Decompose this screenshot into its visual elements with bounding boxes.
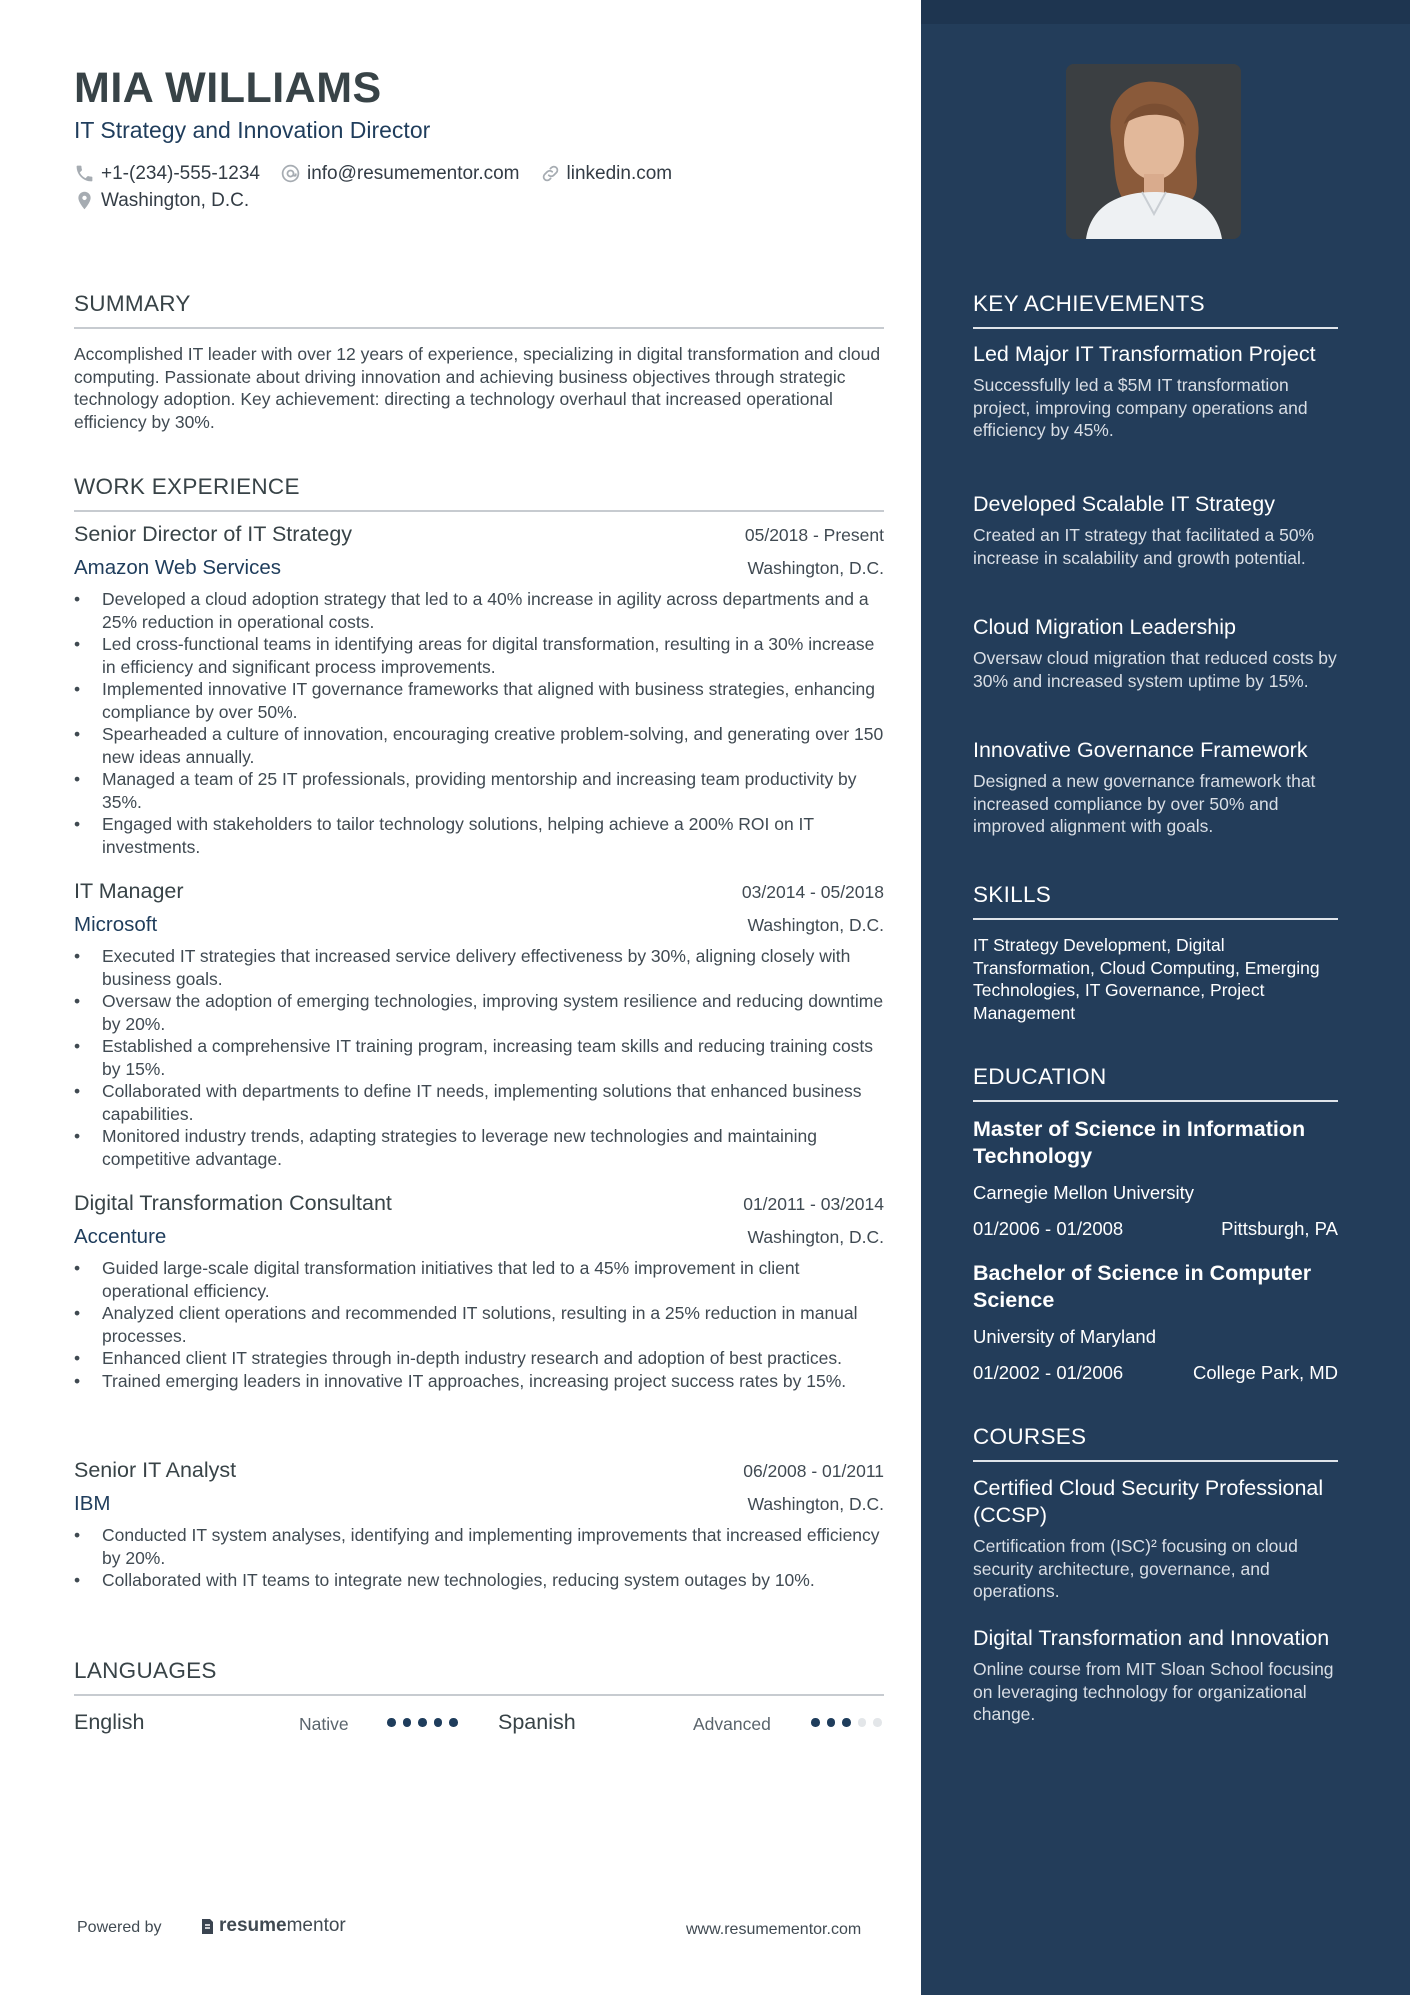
achievement-title: Cloud Migration Leadership [973, 615, 1236, 639]
link-icon [540, 163, 561, 184]
job-bullet: • Conducted IT system analyses, identifying and implementing improvements that increased efficiency by 20%. [74, 1524, 884, 1569]
achievement-desc: Created an IT strategy that facilitated a 50% increase in scalability and growth potential. [973, 525, 1315, 568]
achievement-item [973, 341, 1343, 442]
job-bullet: • Engaged with stakeholders to tailor technology solutions, helping achieve a 200% ROI on IT investments. [74, 813, 884, 858]
at-icon [280, 163, 301, 184]
job-dates: 03/2014 - 05/2018 [741, 882, 884, 902]
job-bullet: • Trained emerging leaders in innovative IT approaches, increasing project success rates by 15%. [74, 1370, 884, 1393]
powered-by-label: Powered by [77, 1919, 162, 1936]
achievement-title: Developed Scalable IT Strategy [973, 492, 1275, 516]
phone-text: +1-(234)-555-1234 [101, 162, 260, 184]
job-dates: 01/2011 - 03/2014 [743, 1194, 884, 1214]
job-entry [74, 522, 884, 858]
rating-dot-filled [387, 1718, 396, 1727]
location-pin-icon [74, 190, 95, 211]
candidate-role: IT Strategy and Innovation Director [74, 117, 431, 143]
achievement-desc: Successfully led a $5M IT transformation project, improving company operations and efficiency by 45%. [973, 375, 1308, 440]
education-degree: Master of Science in Information Technology [973, 1117, 1306, 1168]
job-bullet: • Implemented innovative IT governance frameworks that aligned with business strategies, enhancing compliance by over 50%. [74, 678, 884, 723]
job-bullets [74, 1257, 884, 1392]
experience-heading: WORK EXPERIENCE [74, 474, 884, 512]
job-bullets [74, 1524, 884, 1592]
job-entry [74, 1458, 884, 1592]
language-name: Spanish [498, 1710, 576, 1734]
job-company: Accenture [74, 1225, 167, 1248]
course-desc: Certification from (ISC)² focusing on cloud security architecture, governance, and operations. [973, 1536, 1298, 1601]
job-company: Microsoft [74, 913, 158, 936]
profile-photo-illustration [1066, 64, 1241, 239]
achievement-desc: Designed a new governance framework that increased compliance by over 50% and improved alignment with goals. [973, 771, 1316, 836]
job-dates: 06/2008 - 01/2011 [743, 1461, 884, 1481]
job-bullet: • Analyzed client operations and recommended IT solutions, resulting in a 25% reduction in manual processes. [74, 1302, 884, 1347]
footer-url[interactable]: www.resumementor.com [686, 1921, 862, 1938]
job-entry [74, 879, 884, 1170]
resumementor-logo-icon [199, 1917, 216, 1936]
job-bullet: • Monitored industry trends, adapting strategies to leverage new technologies and maintaining competitive advantage. [74, 1125, 884, 1170]
profile-photo [1066, 64, 1241, 239]
language-rating [387, 1718, 465, 1727]
candidate-name: MIA WILLIAMS [74, 64, 382, 112]
job-bullet: • Collaborated with IT teams to integrate new technologies, reducing system outages by 10%. [74, 1569, 884, 1592]
job-bullets [74, 945, 884, 1170]
phone-icon [74, 163, 95, 184]
job-location: Washington, D.C. [747, 1227, 884, 1247]
job-bullet: • Developed a cloud adoption strategy that led to a 40% increase in agility across departments and a 25% reduction in operational costs. [74, 588, 884, 633]
education-dates: 01/2002 - 01/2006 [973, 1362, 1124, 1383]
course-title: Certified Cloud Security Professional (CCSP) [973, 1476, 1324, 1527]
summary-text: Accomplished IT leader with over 12 years of experience, specializing in digital transformation and cloud computing. Passionate about driving innovation and achieving business objectives through strategic technology adoption. Key achievement: directing a technology overhaul that increased operational efficiency by 30%. [74, 344, 881, 432]
job-bullet: • Collaborated with departments to define IT needs, implementing solutions that enhanced business capabilities. [74, 1080, 884, 1125]
education-school: Carnegie Mellon University [973, 1182, 1195, 1203]
job-location: Washington, D.C. [747, 558, 884, 578]
job-title: Senior IT Analyst [74, 1458, 237, 1482]
contact-phone[interactable] [74, 163, 260, 185]
job-company: Amazon Web Services [74, 556, 281, 579]
job-company: IBM [74, 1492, 111, 1515]
achievement-title: Led Major IT Transformation Project [973, 342, 1316, 366]
job-bullets [74, 588, 884, 858]
job-title: Digital Transformation Consultant [74, 1191, 392, 1215]
education-item [973, 1260, 1338, 1384]
rating-dot-filled [827, 1718, 836, 1727]
achievement-item [973, 614, 1343, 692]
rating-dot-empty [858, 1718, 867, 1727]
education-school: University of Maryland [973, 1326, 1157, 1347]
job-bullet: • Established a comprehensive IT training program, increasing team skills and reducing training costs by 15%. [74, 1035, 884, 1080]
skills-heading: SKILLS [973, 882, 1338, 920]
email-text: info@resumementor.com [306, 162, 520, 184]
education-heading: EDUCATION [973, 1064, 1338, 1102]
location-text: Washington, D.C. [101, 189, 250, 211]
job-bullet: • Led cross-functional teams in identifying areas for digital transformation, resulting in a 30% increase in efficiency and significant process improvements. [74, 633, 884, 678]
languages-list [74, 1708, 884, 1742]
job-bullet: • Managed a team of 25 IT professionals, providing mentorship and increasing team productivity by 35%. [74, 768, 884, 813]
education-location: College Park, MD [1193, 1362, 1338, 1383]
skills-text: IT Strategy Development, Digital Transformation, Cloud Computing, Emerging Technologies, IT Governance, Project Management [973, 935, 1320, 1023]
job-bullet: • Enhanced client IT strategies through in-depth industry research and adoption of best practices. [74, 1347, 884, 1370]
resumementor-logo[interactable] [199, 1915, 346, 1937]
contact-email[interactable] [280, 163, 520, 185]
achievement-item [973, 491, 1343, 569]
achievements-heading: KEY ACHIEVEMENTS [973, 291, 1338, 329]
rating-dot-filled [418, 1718, 427, 1727]
job-location: Washington, D.C. [747, 915, 884, 935]
course-item [973, 1475, 1343, 1603]
language-rating [811, 1718, 889, 1727]
job-bullet: • Guided large-scale digital transformation initiatives that led to a 45% improvement in client operational efficiency. [74, 1257, 884, 1302]
logo-bold-text: resume [219, 1915, 287, 1936]
rating-dot-filled [842, 1718, 851, 1727]
rating-dot-filled [811, 1718, 820, 1727]
language-name: English [74, 1710, 145, 1734]
logo-light-text: mentor [286, 1915, 346, 1936]
achievement-desc: Oversaw cloud migration that reduced costs by 30% and increased system uptime by 15%. [973, 648, 1337, 691]
achievement-item [973, 737, 1343, 838]
job-location: Washington, D.C. [747, 1494, 884, 1514]
course-title: Digital Transformation and Innovation [973, 1626, 1330, 1650]
education-location: Pittsburgh, PA [1221, 1218, 1338, 1239]
summary-heading: SUMMARY [74, 291, 884, 329]
rating-dot-empty [873, 1718, 882, 1727]
rating-dot-filled [434, 1718, 443, 1727]
language-level: Advanced [693, 1714, 771, 1734]
contact-info [74, 160, 894, 214]
job-title: IT Manager [74, 879, 184, 903]
linkedin-text: linkedin.com [566, 162, 673, 184]
rating-dot-filled [449, 1718, 458, 1727]
job-entry [74, 1191, 884, 1392]
job-bullet: • Executed IT strategies that increased service delivery effectiveness by 30%, aligning closely with business goals. [74, 945, 884, 990]
education-degree: Bachelor of Science in Computer Science [973, 1261, 1312, 1312]
education-item [973, 1116, 1338, 1240]
rating-dot-filled [403, 1718, 412, 1727]
job-bullet: • Oversaw the adoption of emerging technologies, improving system resilience and reducing downtime by 20%. [74, 990, 884, 1035]
achievement-title: Innovative Governance Framework [973, 738, 1308, 762]
contact-linkedin[interactable] [540, 163, 673, 185]
course-desc: Online course from MIT Sloan School focusing on leveraging technology for organizational change. [973, 1659, 1334, 1724]
education-dates: 01/2006 - 01/2008 [973, 1218, 1124, 1239]
job-title: Senior Director of IT Strategy [74, 522, 353, 546]
course-item [973, 1625, 1343, 1726]
job-bullet: • Spearheaded a culture of innovation, encouraging creative problem-solving, and generating over 150 new ideas annually. [74, 723, 884, 768]
sidebar [921, 0, 1410, 1995]
courses-heading: COURSES [973, 1424, 1338, 1462]
language-level: Native [299, 1714, 349, 1734]
languages-heading: LANGUAGES [74, 1658, 884, 1696]
job-dates: 05/2018 - Present [744, 525, 884, 545]
sidebar-top-bar [921, 0, 1410, 24]
contact-location [74, 190, 249, 212]
